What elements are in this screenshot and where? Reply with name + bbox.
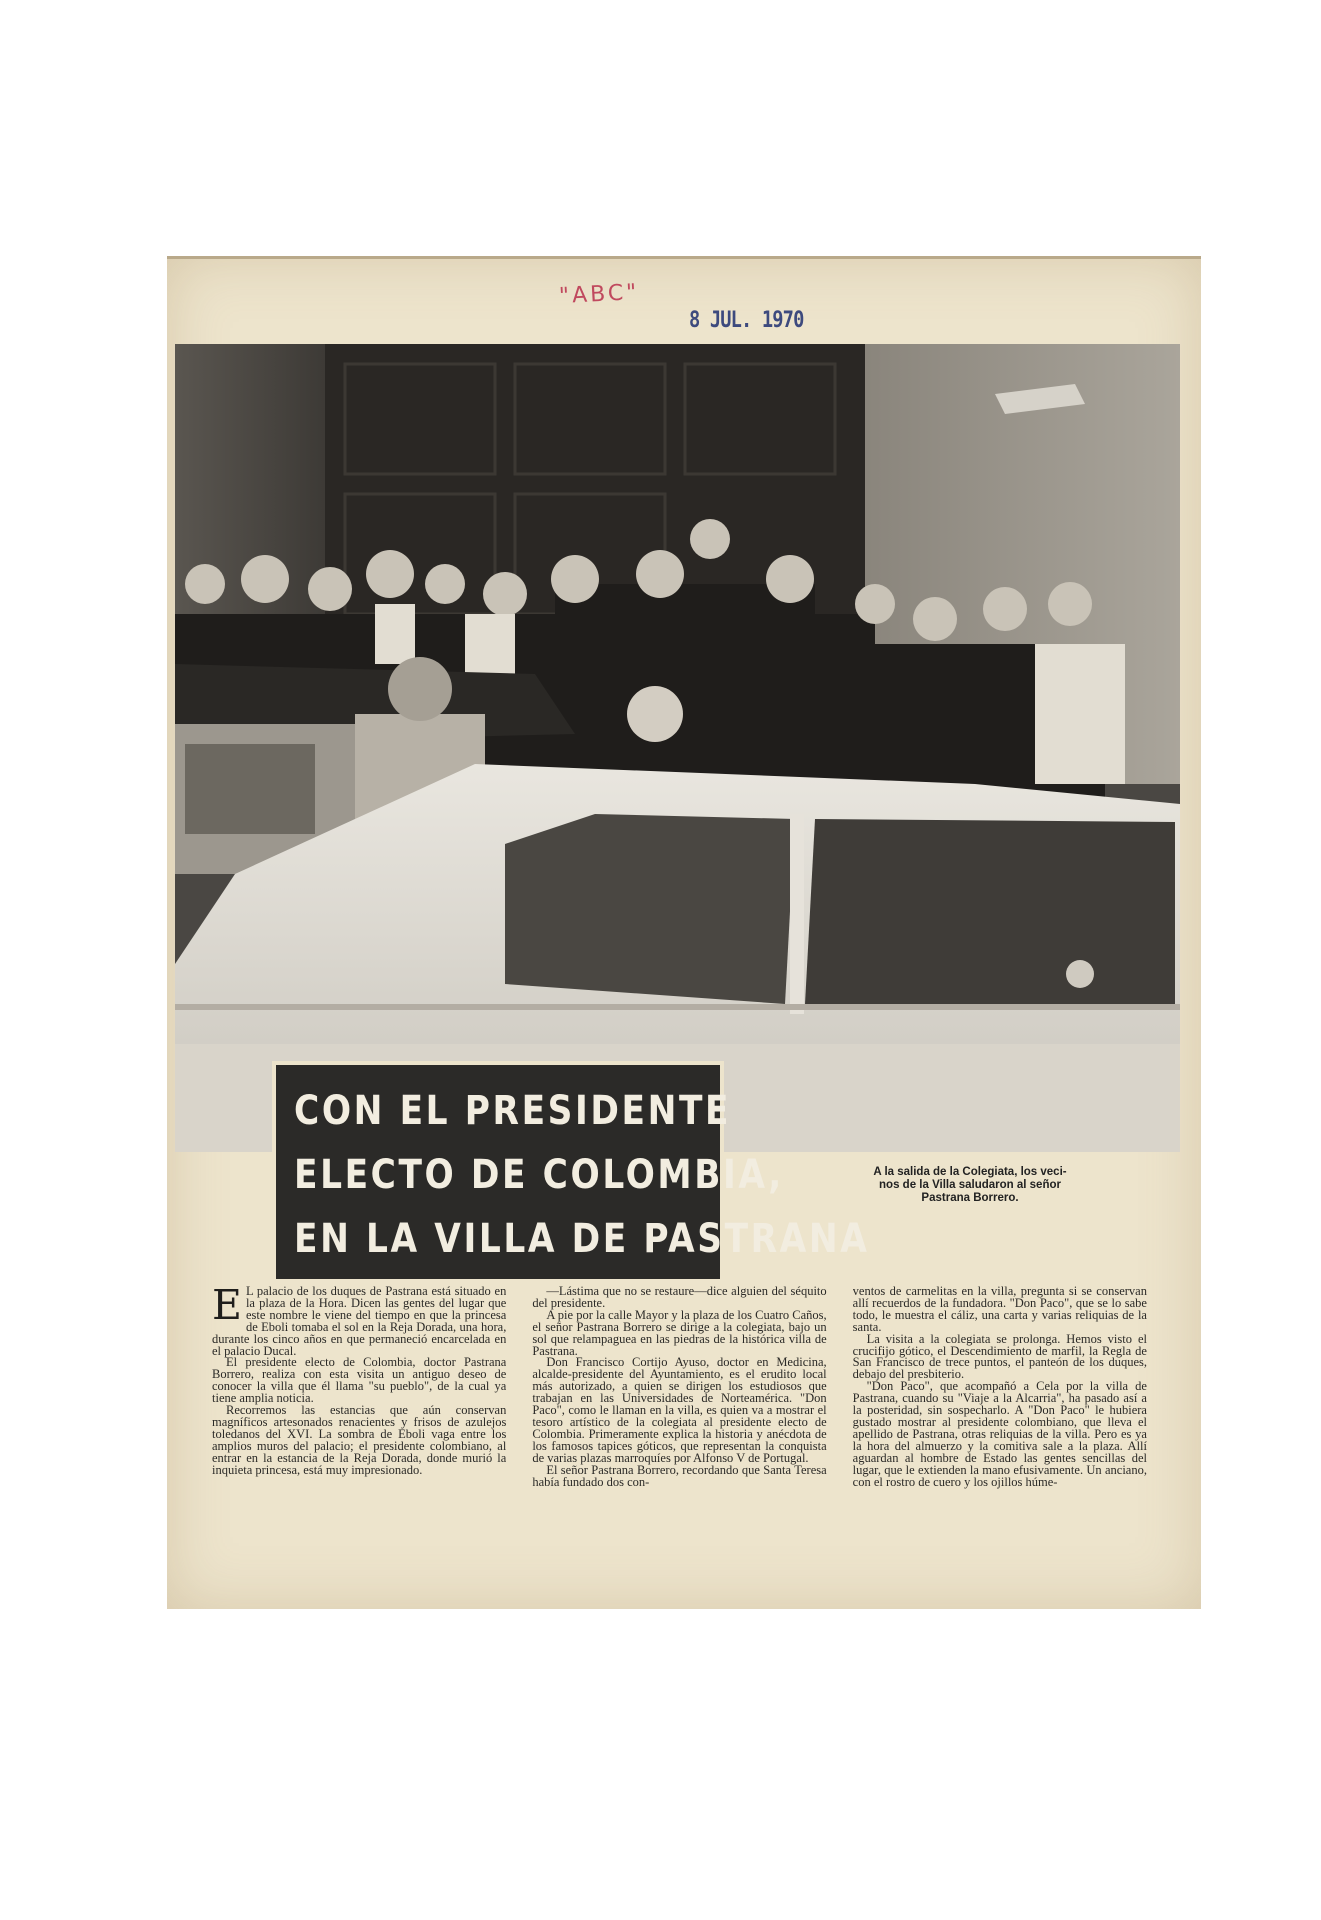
- article-column-1: [212, 1286, 506, 1609]
- paragraph: —Lástima que no se restaure—dice alguien del séquito del presidente.: [532, 1286, 827, 1310]
- paragraph: [212, 1286, 506, 1357]
- paragraph: A pie por la calle Mayor y la plaza de los Cuatro Caños, el señor Pastrana Borrero se dirige a la colegiata, bajo un sol que relampaguea en las piedras de la histórica villa de Pastrana.: [532, 1307, 827, 1358]
- caption-line-1: A la salida de la Colegiata, los veci-: [873, 1166, 1067, 1178]
- article-column-2: [532, 1286, 826, 1609]
- article-column-3: [853, 1286, 1147, 1609]
- paragraph: ventos de carmelitas en la villa, pregunta si se conservan allí recuerdos de la fundadora. "Don Paco", que se lo sabe todo, le muestra el cáliz, una carta y varias reliquias de la santa.: [852, 1286, 1147, 1334]
- headline-line-3: EN LA VILLA DE PASTRANA: [294, 1216, 870, 1262]
- paragraph: "Don Paco", que acompañó a Cela por la villa de Pastrana, cuando su "Viaje a la Alcarria", ha pasado así a la posteridad, sin sospecharlo. A "Don Paco" le hubiera gustado mostrar al presidente colombiano, que lleva el apellido de Pastrana, otras reliquias de la villa. Pero es ya la hora del almuerzo y la comitiva sale a la plaza. Allí aguardan al hombre de Estado las gentes sencillas del lugar, que le extienden la mano efusivamente. Un anciano, con el rostro de cuero y los ojillos húme-: [852, 1379, 1147, 1489]
- article-body: [212, 1286, 1147, 1609]
- caption-line-2: nos de la Villa saludaron al señor: [879, 1179, 1061, 1191]
- crowd-greeting-photo-icon: [175, 344, 1180, 1152]
- news-photo: [175, 344, 1180, 1152]
- headline-line-1: CON EL PRESIDENTE: [294, 1088, 732, 1134]
- photo-caption: [820, 1166, 1120, 1205]
- paragraph: El señor Pastrana Borrero, recordando que Santa Teresa había fundado dos con-: [532, 1462, 827, 1489]
- paragraph: Don Francisco Cortijo Ayuso, doctor en Medicina, alcalde-presidente del Ayuntamiento, es el erudito local más autorizado, a quien se dirigen los estudiosos que trabajan en las Universidades de Norteamérica. "Don Paco", como le llaman en la villa, es quien va a mostrar el tesoro artístico de la colegiata al presidente electo de Colombia. Primeramente explica la historia y anécdota de los famosos tapices góticos, que representan la conquista de varias plazas marroquíes por Alfonso V de Portugal.: [532, 1355, 827, 1465]
- paragraph-text: L palacio de los duques de Pastrana está situado en la plaza de la Hora. Dicen las gentes del lugar que este nombre le viene del tiempo en que la princesa de Eboli tomaba el sol en la Reja Dorada, una hora, durante los cinco años en que permaneció encarcelada en el palacio Ducal.: [212, 1286, 507, 1358]
- headline-line-2: ELECTO DE COLOMBIA,: [294, 1152, 784, 1198]
- date-stamp: 8 JUL. 1970: [689, 308, 804, 333]
- drop-cap: E: [212, 1286, 242, 1329]
- headline-box: [272, 1061, 870, 1283]
- source-handwritten-note: "ABC": [558, 279, 640, 310]
- caption-line-3: Pastrana Borrero.: [921, 1192, 1019, 1204]
- paragraph: Recorremos las estancias que aún conservan magníficos artesonados renacientes y frisos de azulejos toledanos del XVI. La sombra de Eboli vaga entre los amplios muros del palacio; el presidente colombiano, al entrar en la estancia de la Reja Dorada, donde murió la inquieta princesa, está muy impresionado.: [212, 1403, 507, 1477]
- clipping-top-edge: [167, 256, 1201, 259]
- paragraph: La visita a la colegiata se prolonga. Hemos visto el crucifijo gótico, el Descendimiento de marfil, la Regla de San Francisco de trece puntos, el panteón de los duques, debajo del presbiterio.: [852, 1331, 1147, 1382]
- paragraph: El presidente electo de Colombia, doctor Pastrana Borrero, realiza con esta visita un antiguo deseo de conocer la villa que él llama "su pueblo", de la cual ya tiene amplia noticia.: [212, 1355, 507, 1406]
- newspaper-clipping: [167, 256, 1201, 1609]
